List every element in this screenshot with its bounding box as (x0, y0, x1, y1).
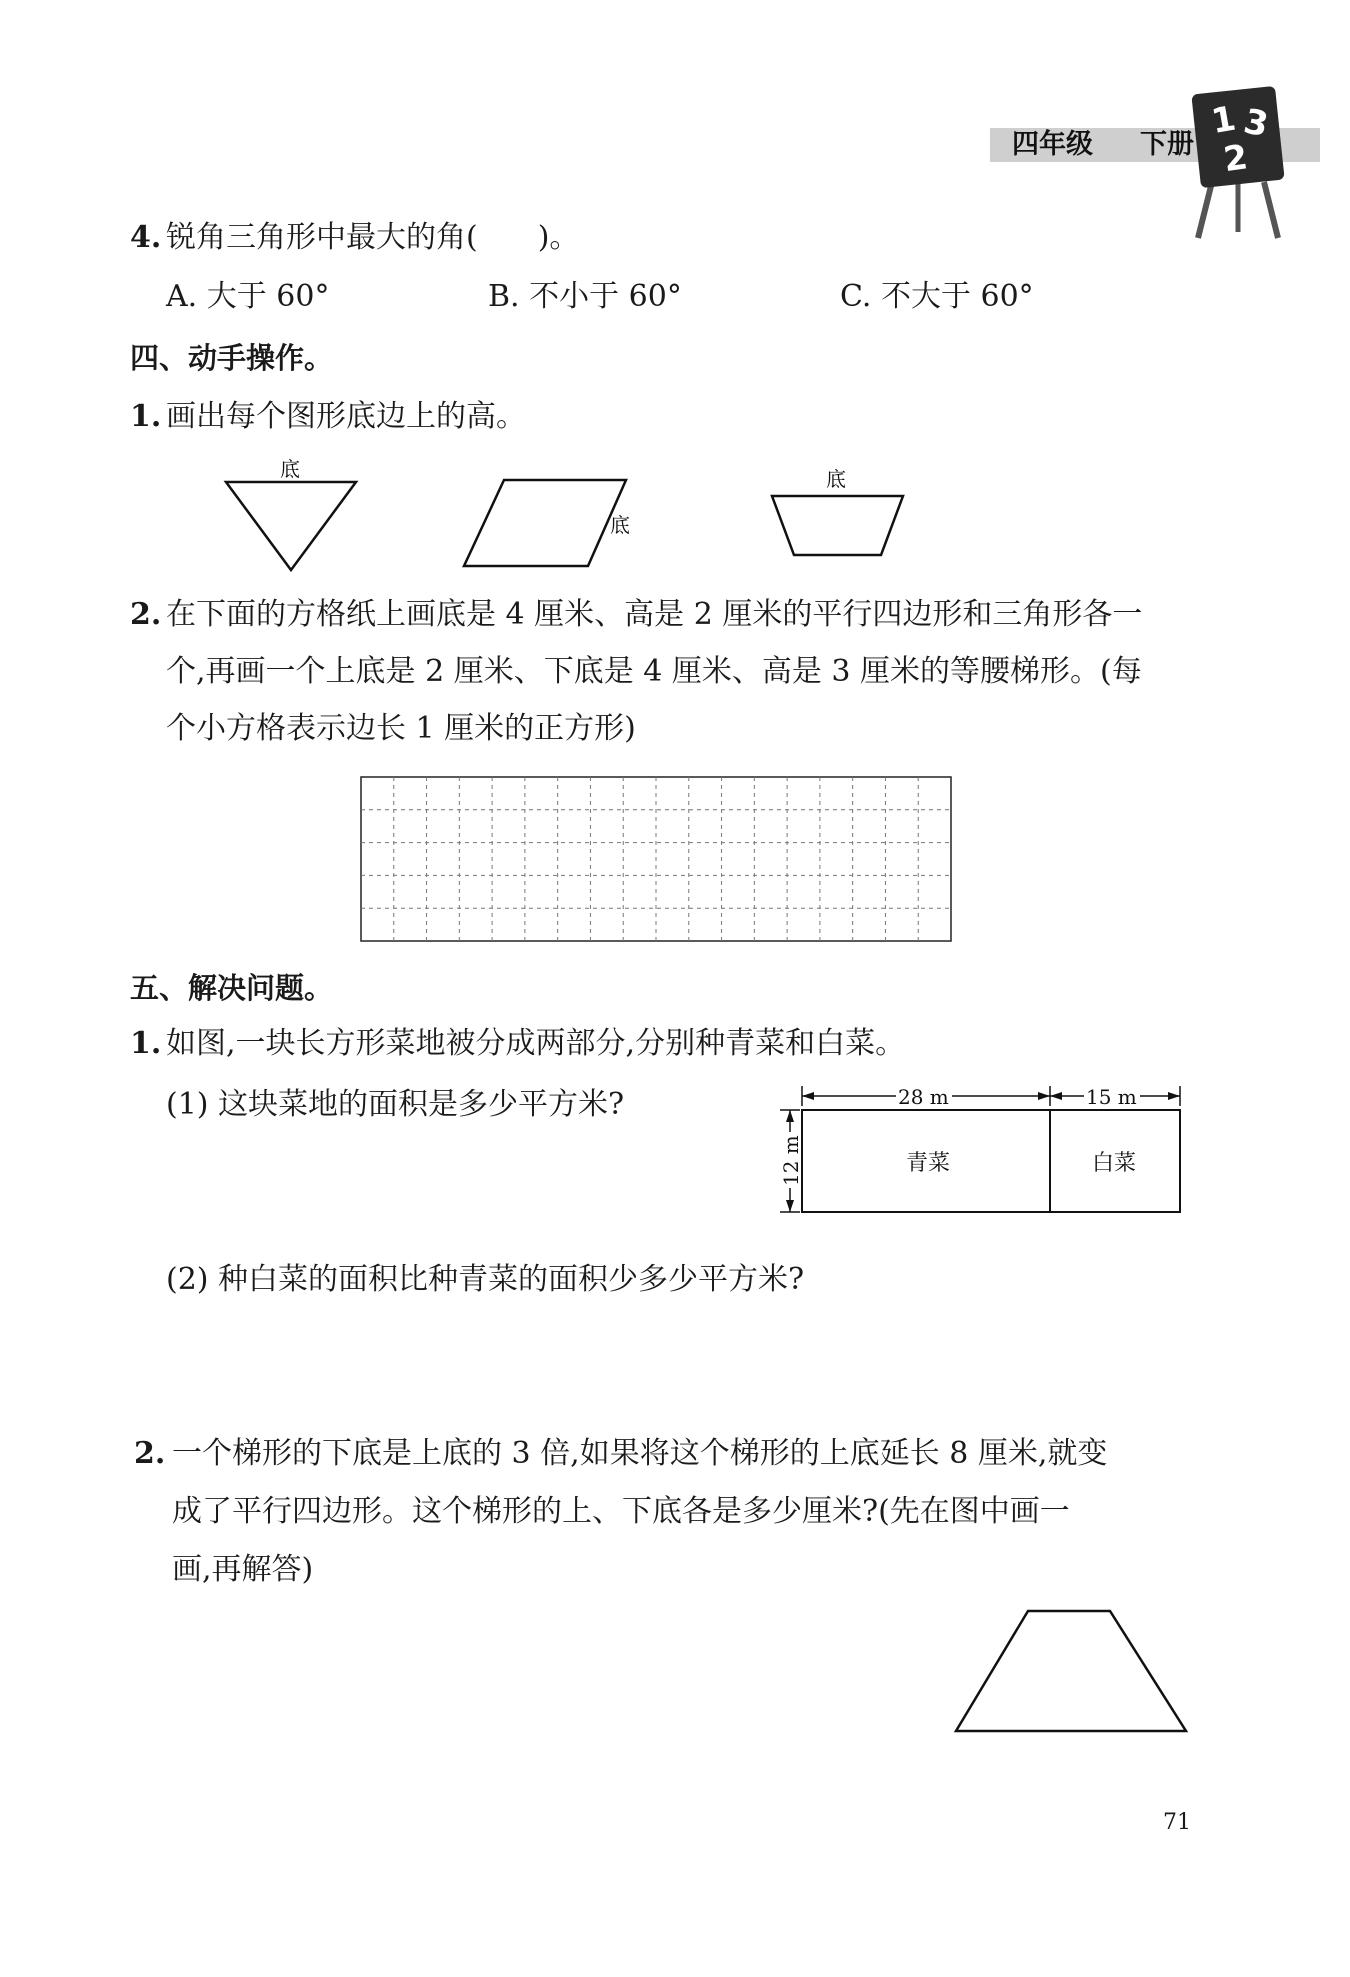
q4-option-b: B. 不小于 60° (488, 279, 682, 314)
green-vegetable-label: 青菜 (906, 1151, 951, 1176)
s5-q2-line-3: 画,再解答) (172, 1552, 314, 1587)
s5-q1-text: 如图,一块长方形菜地被分成两部分,分别种青菜和白菜。 (166, 1026, 906, 1061)
q4-text: 锐角三角形中最大的角( )。 (166, 220, 580, 255)
s5-q2-line-1: 一个梯形的下底是上底的 3 倍,如果将这个梯形的上底延长 8 厘米,就变 (172, 1436, 1108, 1471)
inverted-trapezoid (772, 496, 903, 555)
height-label: 12 m (779, 1135, 803, 1186)
parallelogram (464, 480, 626, 566)
s5-q2-line-2: 成了平行四边形。这个梯形的上、下底各是多少厘米?(先在图中画一 (172, 1494, 1070, 1529)
parallelogram-base-label: 底 (610, 513, 630, 537)
s4-q2-number: 2. (130, 597, 162, 632)
grid-paper (360, 776, 952, 942)
page-number: 71 (1163, 1810, 1191, 1835)
q4-option-c: C. 不大于 60° (840, 279, 1034, 314)
s4-q1-text: 画出每个图形底边上的高。 (166, 399, 526, 434)
q4-option-a: A. 大于 60° (166, 279, 330, 314)
cabbage-label: 白菜 (1092, 1151, 1137, 1176)
s5-q1-number: 1. (130, 1026, 162, 1061)
trapezoid-base-label: 底 (826, 467, 846, 491)
logo-digit-3: 3 (1240, 101, 1272, 146)
s5-q2-number: 2. (134, 1436, 166, 1471)
logo-digit-2: 2 (1221, 137, 1251, 181)
left-length-label: 28 m (898, 1085, 949, 1109)
triangle-base-label: 底 (280, 457, 300, 481)
header-volume: 下册 (1140, 129, 1194, 160)
trapezoid-shape (956, 1611, 1186, 1731)
s4-q2-line-2: 个,再画一个上底是 2 厘米、下底是 4 厘米、高是 3 厘米的等腰梯形。(每 (166, 654, 1142, 689)
trapezoid-figure (950, 1605, 1190, 1735)
garden-figure (770, 1080, 1190, 1220)
inverted-triangle (226, 482, 356, 570)
q4-number: 4. (130, 220, 162, 255)
s4-q1-number: 1. (130, 399, 162, 434)
chalkboard-logo-icon (1190, 82, 1286, 242)
section4-title: 四、动手操作。 (130, 341, 334, 375)
s5-q1-sub1: (1) 这块菜地的面积是多少平方米? (166, 1087, 625, 1122)
s4-q2-line-1: 在下面的方格纸上画底是 4 厘米、高是 2 厘米的平行四边形和三角形各一 (166, 597, 1143, 632)
section5-title: 五、解决问题。 (130, 971, 334, 1005)
header-grade: 四年级 (1012, 129, 1093, 160)
shapes-figure (200, 450, 920, 580)
right-length-label: 15 m (1086, 1085, 1137, 1109)
s5-q1-sub2: (2) 种白菜的面积比种青菜的面积少多少平方米? (166, 1262, 805, 1297)
logo-digit-1: 1 (1208, 98, 1239, 143)
s4-q2-line-3: 个小方格表示边长 1 厘米的正方形) (166, 711, 636, 746)
